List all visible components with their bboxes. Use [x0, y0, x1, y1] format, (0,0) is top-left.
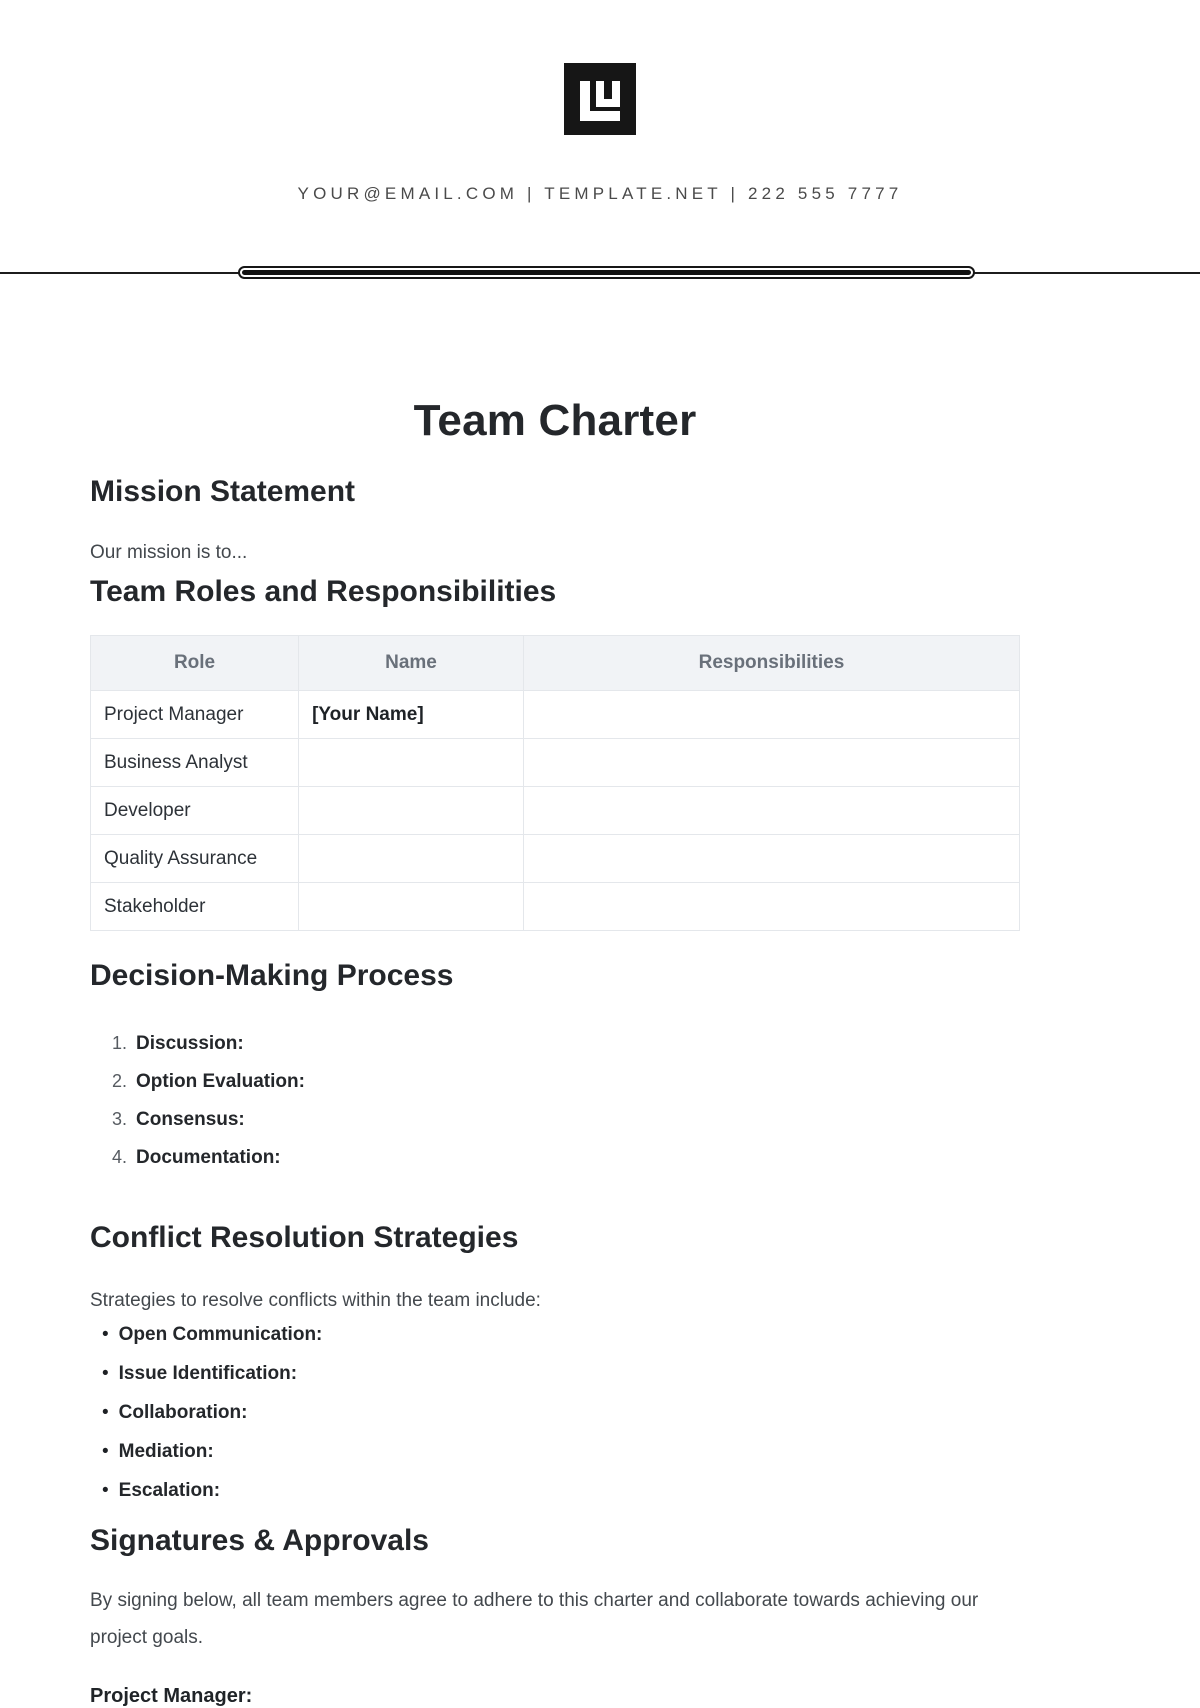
list-item-label: Collaboration:: [118, 1402, 248, 1423]
cell-resp: [523, 883, 1019, 931]
list-item: [112, 1145, 1020, 1170]
cell-role: Quality Assurance: [91, 835, 299, 883]
document-body: [90, 397, 1020, 1708]
document-header: [0, 0, 1200, 204]
decision-heading: Decision-Making Process: [90, 959, 454, 992]
list-item-label: Escalation:: [118, 1480, 221, 1501]
cell-resp: [523, 787, 1019, 835]
cell-name: [299, 739, 524, 787]
cell-name: [299, 787, 524, 835]
list-item-label: Mediation:: [118, 1441, 214, 1462]
cell-resp: [523, 835, 1019, 883]
table-row: [91, 691, 1020, 739]
list-number: 2.: [112, 1071, 128, 1091]
roles-table-body: [91, 691, 1020, 931]
table-row: [91, 883, 1020, 931]
list-item-label: Documentation:: [136, 1147, 281, 1168]
cell-name: [Your Name]: [299, 691, 524, 739]
roles-table-header-row: [91, 636, 1020, 691]
list-item: [102, 1479, 1020, 1503]
mission-heading: Mission Statement: [90, 475, 356, 508]
header-divider: [0, 266, 1200, 279]
signatures-body: By signing below, all team members agree to adhere to this charter and collaborate towards achieving our project goals.: [90, 1590, 979, 1648]
list-item: [102, 1401, 1020, 1425]
table-row: [91, 835, 1020, 883]
divider-pill-core: [242, 270, 971, 275]
list-number: 4.: [112, 1147, 128, 1167]
cell-role: Developer: [91, 787, 299, 835]
conflict-list: [90, 1323, 1020, 1503]
list-item: [112, 1107, 1020, 1132]
cell-name: [299, 883, 524, 931]
list-item-label: Consensus:: [136, 1109, 245, 1130]
roles-table: [90, 635, 1020, 931]
project-manager-label: Project Manager:: [90, 1685, 253, 1707]
table-row: [91, 739, 1020, 787]
list-item-label: Open Communication:: [118, 1324, 323, 1345]
list-item: [102, 1440, 1020, 1464]
lu-monogram-icon: [564, 63, 636, 135]
decision-list: [90, 1031, 1020, 1170]
divider-pill: [238, 266, 975, 279]
list-item: [102, 1323, 1020, 1347]
cell-role: Project Manager: [91, 691, 299, 739]
mission-body: Our mission is to...: [90, 542, 248, 563]
list-number: 1.: [112, 1033, 128, 1053]
signatures-heading: Signatures & Approvals: [90, 1524, 429, 1557]
list-item: [112, 1031, 1020, 1056]
table-row: [91, 787, 1020, 835]
list-number: 3.: [112, 1109, 128, 1129]
cell-role: Stakeholder: [91, 883, 299, 931]
cell-name: [299, 835, 524, 883]
list-item-label: Option Evaluation:: [136, 1071, 305, 1092]
list-item: [102, 1362, 1020, 1386]
column-header: Responsibilities: [523, 636, 1019, 691]
cell-resp: [523, 691, 1019, 739]
column-header: Name: [299, 636, 524, 691]
list-item-label: Discussion:: [136, 1033, 244, 1054]
column-header: Role: [91, 636, 299, 691]
conflict-intro: Strategies to resolve conflicts within the team include:: [90, 1290, 541, 1311]
list-item: [112, 1069, 1020, 1094]
cell-role: Business Analyst: [91, 739, 299, 787]
list-item-label: Issue Identification:: [118, 1363, 298, 1384]
contact-line: YOUR@EMAIL.COM | TEMPLATE.NET | 222 555 7777: [297, 184, 903, 203]
page-title: Team Charter: [413, 396, 697, 445]
conflict-heading: Conflict Resolution Strategies: [90, 1221, 519, 1254]
cell-resp: [523, 739, 1019, 787]
roles-heading: Team Roles and Responsibilities: [90, 575, 557, 608]
